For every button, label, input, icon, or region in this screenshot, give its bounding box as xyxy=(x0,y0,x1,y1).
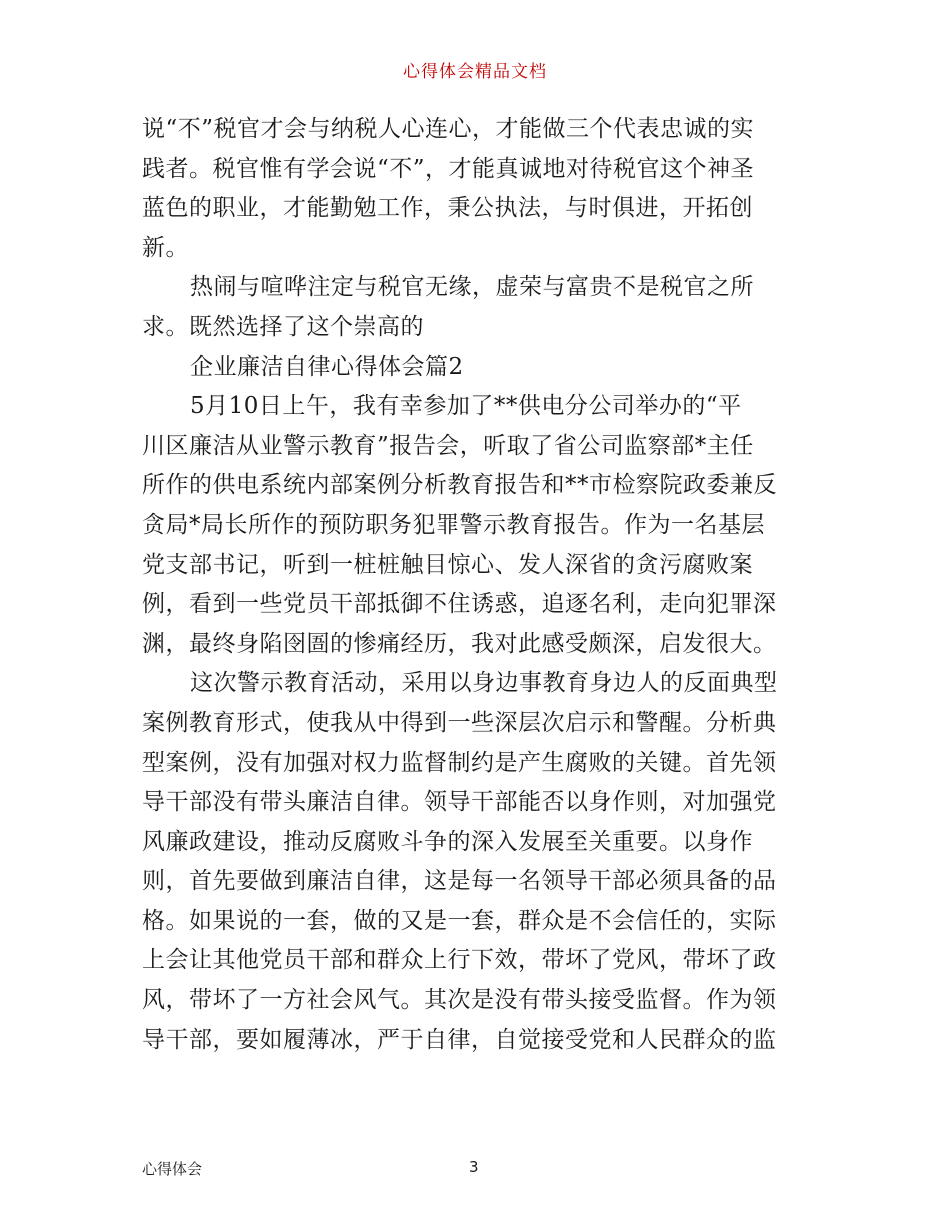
body-line: 践者。税官惟有学会说“不”，才能真诚地对待税官这个神圣 xyxy=(142,155,755,182)
body-line: 新。 xyxy=(142,234,189,261)
document-body xyxy=(142,110,814,1060)
body-line: 热闹与喧哗注定与税官无缘，虚荣与富贵不是税官之所 xyxy=(190,274,754,301)
body-line: 风，带坏了一方社会风气。其次是没有带头接受监督。作为领 xyxy=(142,987,777,1014)
footer-label: 心得体会 xyxy=(142,1160,203,1178)
body-line: 党支部书记，听到一桩桩触目惊心、发人深省的贪污腐败案 xyxy=(142,551,753,578)
body-line: 则，首先要做到廉洁自律，这是每一名领导干部必须具备的品 xyxy=(142,868,777,895)
body-line: 所作的供电系统内部案例分析教育报告和**市检察院政委兼反 xyxy=(142,472,777,499)
body-line: 说“不”税官才会与纳税人心连心，才能做三个代表忠诚的实 xyxy=(142,116,755,142)
body-line: 例，看到一些党员干部抵御不住诱惑，追逐名利，走向犯罪深 xyxy=(142,591,777,618)
body-line: 导干部，要如履薄冰，严于自律，自觉接受党和人民群众的监 xyxy=(142,1026,777,1053)
body-line: 渊，最终身陷囹圄的惨痛经历，我对此感受颇深，启发很大。 xyxy=(142,630,777,657)
body-line: 型案例，没有加强对权力监督制约是产生腐败的关键。首先领 xyxy=(142,749,777,776)
body-line: 蓝色的职业，才能勤勉工作，秉公执法，与时俱进，开拓创 xyxy=(142,195,753,222)
section-heading: 企业廉洁自律心得体会篇2 xyxy=(190,353,464,380)
page-header-title: 心得体会精品文档 xyxy=(403,62,547,82)
body-line: 导干部没有带头廉洁自律。领导干部能否以身作则，对加强党 xyxy=(142,789,777,816)
body-line: 求。既然选择了这个崇高的 xyxy=(142,313,424,340)
page-number: 3 xyxy=(469,1158,479,1176)
body-line: 上会让其他党员干部和群众上行下效，带坏了党风，带坏了政 xyxy=(142,947,777,974)
body-line: 5月10日上午，我有幸参加了**供电分公司举办的“平 xyxy=(190,393,742,420)
body-line: 这次警示教育活动，采用以身边事教育身边人的反面典型 xyxy=(190,670,778,697)
body-line: 格。如果说的一套，做的又是一套，群众是不会信任的，实际 xyxy=(142,907,777,934)
body-line: 案例教育形式，使我从中得到一些深层次启示和警醒。分析典 xyxy=(142,709,777,736)
body-line: 风廉政建设，推动反腐败斗争的深入发展至关重要。以身作 xyxy=(142,828,753,855)
body-line: 川区廉洁从业警示教育”报告会，听取了省公司监察部*主任 xyxy=(142,432,754,459)
body-line: 贪局*局长所作的预防职务犯罪警示教育报告。作为一名基层 xyxy=(142,511,765,538)
